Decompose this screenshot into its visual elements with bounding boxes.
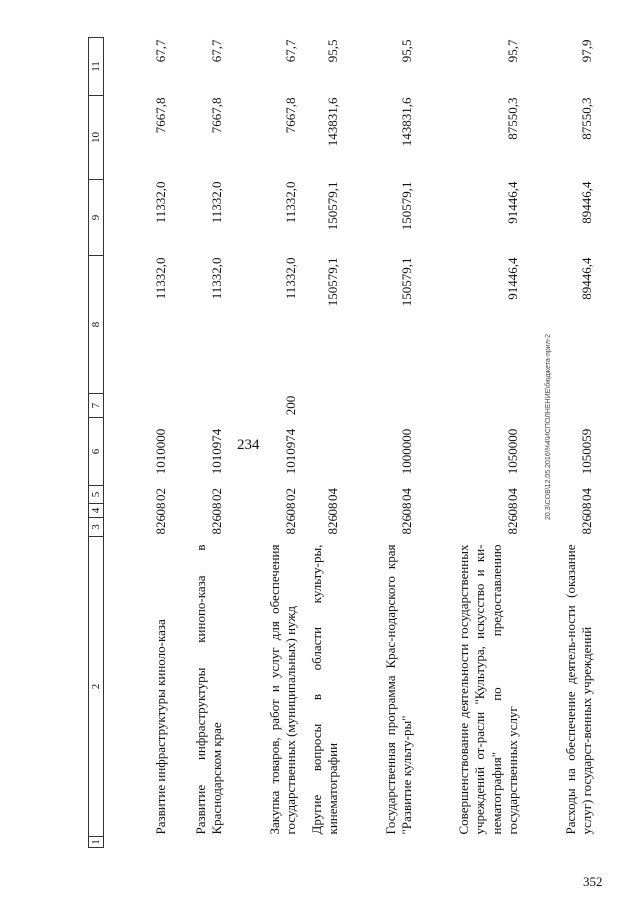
row-name: Развитие инфраструктуры кинопо-каза в Краснодарском крае <box>192 544 225 835</box>
approved-amount: 91446,4 <box>505 257 521 300</box>
ministry-code: 826 <box>505 515 521 535</box>
execution-percent: 95,5 <box>399 39 415 63</box>
target-article-code: 1010974 <box>209 428 225 475</box>
approved-amount: 11332,0 <box>209 257 225 300</box>
column-header: 9 <box>89 180 104 256</box>
column-header: 5 <box>89 486 104 504</box>
section-code: 08 <box>505 502 521 516</box>
subsection-code: 04 <box>325 488 341 501</box>
column-header: 8 <box>89 256 104 394</box>
empty-cell <box>522 837 596 848</box>
execution-percent: 67,7 <box>209 39 225 63</box>
row-name: Развитие инфраструктуры киноло-каза <box>153 619 169 835</box>
row-name: Государственная программа Крас-нодарского края "Развитие культу-ры" <box>382 544 415 835</box>
column-header: 2 <box>89 537 104 837</box>
table-row <box>300 38 342 848</box>
refined-amount: 11332,0 <box>153 181 169 224</box>
refined-amount: 150579,1 <box>399 181 415 231</box>
empty-cell <box>226 837 300 848</box>
executed-amount: 87550,3 <box>505 97 521 140</box>
subsection-code: 04 <box>579 488 595 501</box>
subsection-code: 02 <box>283 488 299 501</box>
execution-percent: 67,7 <box>283 39 299 63</box>
expense-type-code <box>342 394 416 418</box>
ministry-code: 826 <box>579 515 595 535</box>
ministry-code: 826 <box>283 515 299 535</box>
executed-amount: 87550,3 <box>579 97 595 140</box>
execution-percent: 97,9 <box>579 39 595 63</box>
sheet-number: 352 <box>583 874 603 889</box>
executed-amount: 7667,8 <box>209 97 225 134</box>
table-row <box>170 38 226 848</box>
approved-amount: 11332,0 <box>283 257 299 300</box>
section-code: 08 <box>153 502 169 516</box>
executed-amount: 143831,6 <box>325 97 341 147</box>
table-row <box>522 38 596 848</box>
expense-type-code <box>170 394 226 418</box>
subsection-code: 02 <box>153 488 169 501</box>
subsection-code: 04 <box>399 488 415 501</box>
approved-amount: 11332,0 <box>153 257 169 300</box>
execution-percent: 67,7 <box>153 39 169 63</box>
section-code: 08 <box>579 502 595 516</box>
target-article-code <box>300 418 342 486</box>
executed-amount: 143831,6 <box>399 97 415 147</box>
expense-type-code <box>300 394 342 418</box>
table-row <box>342 38 416 848</box>
column-header: 11 <box>89 38 104 96</box>
expense-type-code <box>522 394 596 418</box>
section-code: 08 <box>399 502 415 516</box>
table-row <box>416 38 522 848</box>
ministry-code: 826 <box>153 515 169 535</box>
execution-percent: 95,5 <box>325 39 341 63</box>
approved-amount: 150579,1 <box>325 257 341 307</box>
row-name: Другие вопросы в области культу-ры, кинематографии <box>308 544 341 835</box>
column-header: 1 <box>89 837 104 848</box>
empty-cell <box>342 837 416 848</box>
refined-amount: 11332,0 <box>283 181 299 224</box>
refined-amount: 11332,0 <box>209 181 225 224</box>
row-name: Закупка товаров, работ и услуг для обеспечения государственных (муниципальных) нужд <box>266 544 299 835</box>
empty-cell <box>416 837 522 848</box>
ministry-code: 826 <box>399 515 415 535</box>
subsection-code: 02 <box>209 488 225 501</box>
empty-cell <box>300 837 342 848</box>
row-name: Совершенствование деятельности государственных учреждений от-расли "Культура, искусство и ки-нематография" по предоставлению государственных услуг <box>455 544 521 835</box>
expense-type-code <box>104 394 171 418</box>
column-header: 4 <box>89 504 104 518</box>
target-article-code: 1010000 <box>153 428 169 475</box>
budget-table <box>88 37 596 848</box>
table-header-row <box>89 38 104 848</box>
rotated-table-container <box>88 38 595 848</box>
page-number: 234 <box>237 437 260 453</box>
section-code: 08 <box>325 502 341 516</box>
ministry-code: 826 <box>209 515 225 535</box>
approved-amount: 150579,1 <box>399 257 415 307</box>
target-article-code: 1050059 <box>579 428 595 475</box>
ministry-code: 826 <box>325 515 341 535</box>
executed-amount: 7667,8 <box>153 97 169 134</box>
table-row <box>104 38 171 848</box>
subsection-code: 04 <box>505 488 521 501</box>
section-code: 08 <box>283 502 299 516</box>
section-code: 08 <box>209 502 225 516</box>
expense-type-code <box>416 394 522 418</box>
file-path-footnote: 20.3\COB\12.05.2016\%4\ИСПОЛНЕНИЕ\бюджета-прил-2 <box>545 333 552 520</box>
column-header: 3 <box>89 518 104 537</box>
empty-cell <box>170 837 226 848</box>
refined-amount: 150579,1 <box>325 181 341 231</box>
approved-amount: 89446,4 <box>579 257 595 300</box>
column-header: 10 <box>89 96 104 180</box>
table-row <box>226 38 300 848</box>
expense-type-code: 200 <box>283 395 299 416</box>
row-name: Расходы на обеспечение деятель-ности (оказание услуг) государст-венных учреждений <box>562 544 595 835</box>
execution-percent: 95,7 <box>505 39 521 63</box>
refined-amount: 91446,4 <box>505 181 521 224</box>
target-article-code: 1010974 <box>283 428 299 475</box>
column-header: 6 <box>89 418 104 486</box>
empty-cell <box>104 837 171 848</box>
target-article-code: 1050000 <box>505 428 521 475</box>
executed-amount: 7667,8 <box>283 97 299 134</box>
target-article-code: 1000000 <box>399 428 415 475</box>
column-header: 7 <box>89 394 104 418</box>
refined-amount: 89446,4 <box>579 181 595 224</box>
